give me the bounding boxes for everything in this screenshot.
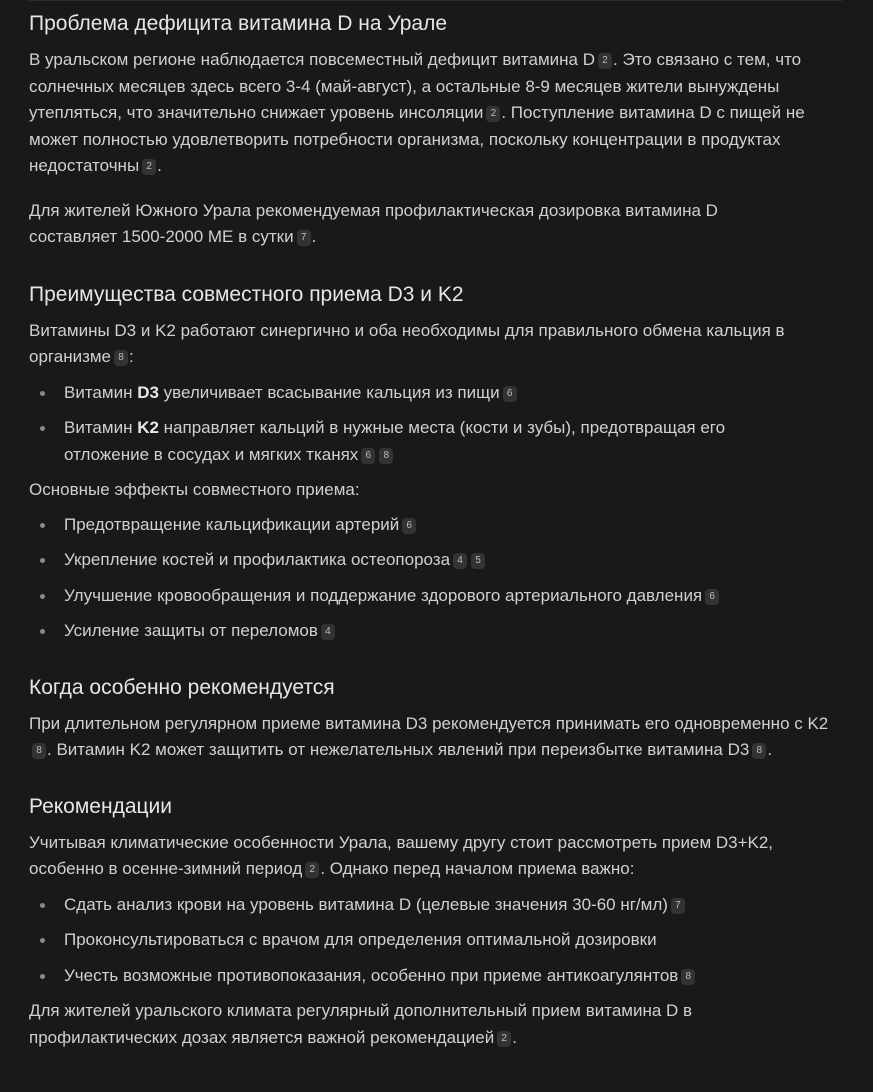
paragraph-synergy: Витамины D3 и K2 работают синергично и оба необходимы для правильного обмена кальция в организме 8 : bbox=[29, 320, 785, 366]
citation-badge[interactable]: 4 bbox=[321, 624, 335, 640]
citation-badge[interactable]: 2 bbox=[598, 53, 612, 69]
list-item: Учесть возможные противопоказания, особенно при приеме антикоагулянтов 8 bbox=[29, 963, 841, 990]
citation-badge[interactable]: 2 bbox=[305, 862, 319, 878]
citation-badge[interactable]: 8 bbox=[681, 969, 695, 985]
paragraph-deficiency: В уральском регионе наблюдается повсеместный дефицит витамина D 2 . Это связано с тем, что солнечных месяцев здесь всего 3-4 (май-август), а остальные 8-9 месяцев жители вынуждены утепляться, что значительно снижает уровень инсоляции 2 . Поступление витамина D с пищей не может полностью удовлетворить потребности организма, поскольку концентрации в продуктах недостаточны 2 . bbox=[29, 50, 805, 175]
effects-list bbox=[29, 512, 841, 645]
citation-badge[interactable]: 2 bbox=[497, 1031, 511, 1047]
paragraph-when: При длительном регулярном приеме витамина D3 рекомендуется принимать его одновременно с K28 . Витамин K2 может защитить от нежелательных явлений при переизбытке витамина D3 8 . bbox=[29, 713, 829, 759]
list-item: Витамин D3 увеличивает всасывание кальция из пищи 6 bbox=[29, 380, 841, 407]
paragraph-dosage: Для жителей Южного Урала рекомендуемая профилактическая дозировка витамина D составляет 1500-2000 МЕ в сутки 7 . bbox=[29, 200, 718, 246]
citation-badge[interactable]: 6 bbox=[705, 589, 719, 605]
vitamin-roles-list bbox=[29, 380, 841, 469]
effects-label: Основные эффекты совместного приема: bbox=[29, 480, 360, 499]
list-item: Улучшение кровообращения и поддержание здорового артериального давления 6 bbox=[29, 583, 841, 610]
list-item: Укрепление костей и профилактика остеопороза 4 5 bbox=[29, 547, 841, 574]
citation-badge[interactable]: 2 bbox=[142, 159, 156, 175]
list-item: Витамин K2 направляет кальций в нужные места (кости и зубы), предотвращая его отложение в сосудах и мягких тканях 6 8 bbox=[29, 415, 784, 468]
citation-badge[interactable]: 6 bbox=[361, 448, 375, 464]
citation-badge[interactable]: 8 bbox=[752, 743, 766, 759]
citation-badge[interactable]: 6 bbox=[402, 518, 416, 534]
citation-badge[interactable]: 8 bbox=[379, 448, 393, 464]
steps-list bbox=[29, 892, 841, 990]
section-heading-when: Когда особенно рекомендуется bbox=[29, 675, 335, 699]
citation-badge[interactable]: 4 bbox=[453, 553, 467, 569]
list-item: Сдать анализ крови на уровень витамина D (целевые значения 30-60 нг/мл) 7 bbox=[29, 892, 841, 919]
citation-badge[interactable]: 5 bbox=[471, 553, 485, 569]
section-heading-recommendations: Рекомендации bbox=[29, 794, 173, 818]
citation-badge[interactable]: 6 bbox=[503, 386, 517, 402]
citation-badge[interactable]: 7 bbox=[297, 230, 311, 246]
list-item: Предотвращение кальцификации артерий 6 bbox=[29, 512, 841, 539]
list-item: Проконсультироваться с врачом для определения оптимальной дозировки bbox=[29, 927, 841, 954]
citation-badge[interactable]: 2 bbox=[486, 106, 500, 122]
paragraph-recommendations: Учитывая климатические особенности Урала, вашему другу стоит рассмотреть прием D3+K2, особенно в осенне-зимний период 2 . Однако перед началом приема важно: bbox=[29, 832, 774, 878]
answer-content bbox=[29, 0, 841, 1051]
list-item: Усиление защиты от переломов 4 bbox=[29, 618, 841, 645]
citation-badge[interactable]: 8 bbox=[32, 743, 46, 759]
citation-badge[interactable]: 8 bbox=[114, 350, 128, 366]
paragraph-conclusion: Для жителей уральского климата регулярный дополнительный прием витамина D в профилактических дозах является важной рекомендацией 2 . bbox=[29, 1001, 693, 1047]
section-heading-benefits: Преимущества совместного приема D3 и K2 bbox=[29, 282, 464, 306]
citation-badge[interactable]: 7 bbox=[671, 898, 685, 914]
section-heading-deficiency: Проблема дефицита витамина D на Урале bbox=[29, 12, 448, 35]
